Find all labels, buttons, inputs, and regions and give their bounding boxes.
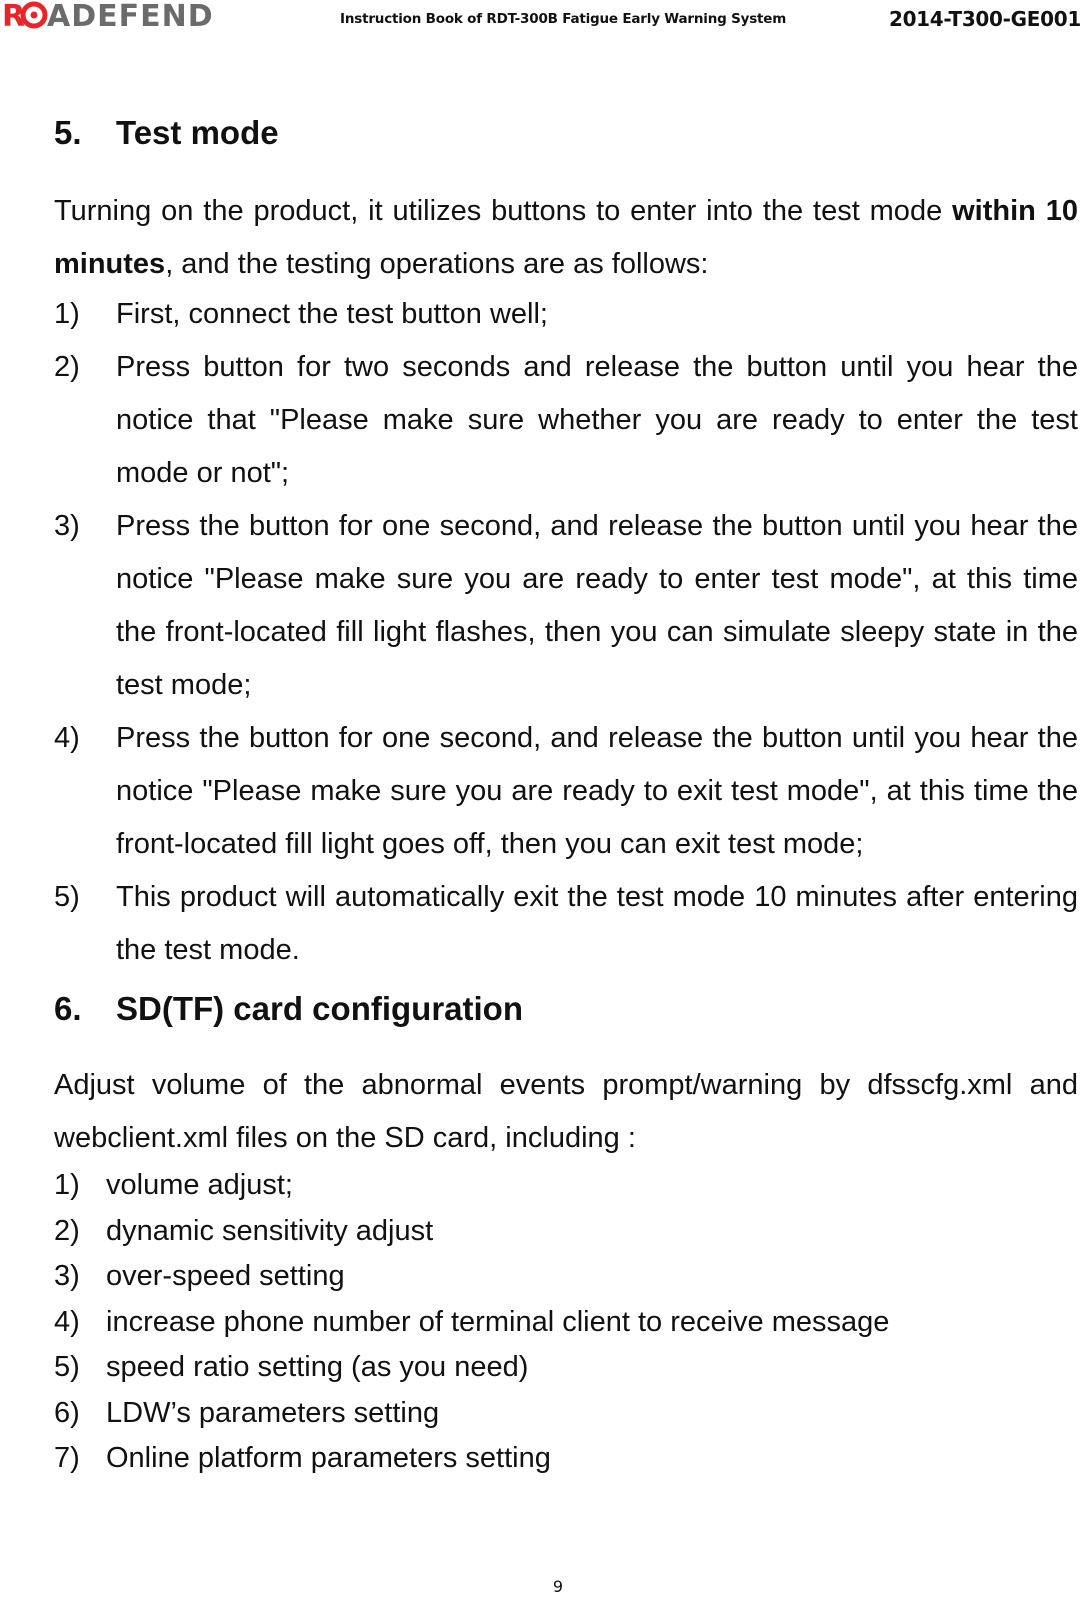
- list-item: [54, 1163, 1078, 1209]
- item-number: 4): [54, 722, 80, 754]
- list-item: [54, 1391, 1078, 1437]
- intro-text-2: , and the testing operations are as follows:: [165, 248, 709, 280]
- item-number: 3): [54, 510, 80, 542]
- list-item: [54, 1300, 1078, 1346]
- section-5-number: 5.: [54, 114, 82, 151]
- item-text: Press the button for one second, and release the button until you hear the notice "Please make sure you are ready to enter test mode", at this time the front-located fill light flashes, then you can simulate sleepy state in the test mode;: [116, 510, 1078, 701]
- page-number: 9: [552, 1577, 564, 1596]
- item-number: 1): [54, 298, 80, 330]
- item-number: 6): [54, 1396, 80, 1429]
- item-number: 2): [54, 1214, 80, 1247]
- section-5-heading: [54, 114, 279, 152]
- intro-bold-text: within 10 minutes: [54, 195, 1078, 280]
- item-text: dynamic sensitivity adjust: [106, 1214, 434, 1247]
- section-5-intro: [54, 185, 1078, 291]
- item-number: 1): [54, 1169, 80, 1201]
- item-number: 5): [54, 881, 80, 913]
- item-text: First, connect the test button well;: [116, 298, 548, 330]
- document-code: 2014-T300-GE001: [888, 7, 1081, 31]
- section-6-heading: [54, 990, 523, 1028]
- item-text: Online platform parameters setting: [106, 1442, 551, 1474]
- list-item: [54, 341, 1078, 500]
- item-number: 4): [54, 1305, 80, 1338]
- list-item: [54, 500, 1078, 712]
- item-text: Press the button for one second, and release the button until you hear the notice "Please make sure you are ready to exit test mode", at this time the front-located fill light goes off, then you can exit test mode;: [116, 722, 1078, 860]
- item-number: 2): [54, 351, 80, 383]
- document-title: Instruction Book of RDT-300B Fatigue Early Warning System: [340, 11, 787, 27]
- list-item: [54, 1345, 1078, 1391]
- item-text: Press button for two seconds and release the button until you hear the notice that "Please make sure whether you are ready to enter the test mode or not";: [116, 351, 1078, 489]
- item-text: LDW’s parameters setting: [106, 1396, 440, 1429]
- item-text: over-speed setting: [106, 1260, 345, 1292]
- item-number: 3): [54, 1260, 80, 1292]
- item-text: speed ratio setting (as you need): [106, 1351, 529, 1383]
- intro-text-1: Turning on the product, it utilizes buttons to enter into the test mode: [54, 195, 953, 227]
- list-item: [54, 1209, 1078, 1255]
- list-item: [54, 288, 1078, 341]
- list-item: [54, 1254, 1078, 1300]
- list-item: [54, 712, 1078, 871]
- section-5-title: Test mode: [116, 114, 279, 151]
- page-header: [0, 0, 1081, 40]
- svg-text:ADEFEND: ADEFEND: [47, 0, 214, 30]
- list-item: [54, 1436, 1078, 1482]
- test-mode-steps: [54, 288, 1078, 977]
- item-text: This product will automatically exit the test mode 10 minutes after entering the test mode.: [116, 881, 1078, 966]
- section-6-intro: Adjust volume of the abnormal events prompt/warning by dfsscfg.xml and webclient.xml files on the SD card, including :: [54, 1069, 1078, 1154]
- list-item: [54, 871, 1078, 977]
- section-6-title: SD(TF) card configuration: [116, 990, 523, 1027]
- section-6-number: 6.: [54, 990, 82, 1027]
- item-text: volume adjust;: [106, 1169, 293, 1201]
- sd-card-config-list: [54, 1163, 1078, 1482]
- item-text: increase phone number of terminal client to receive message: [106, 1305, 890, 1338]
- item-number: 5): [54, 1351, 80, 1383]
- svg-text:R: R: [2, 0, 26, 30]
- item-number: 7): [54, 1442, 80, 1474]
- roadefend-logo: [2, 0, 256, 30]
